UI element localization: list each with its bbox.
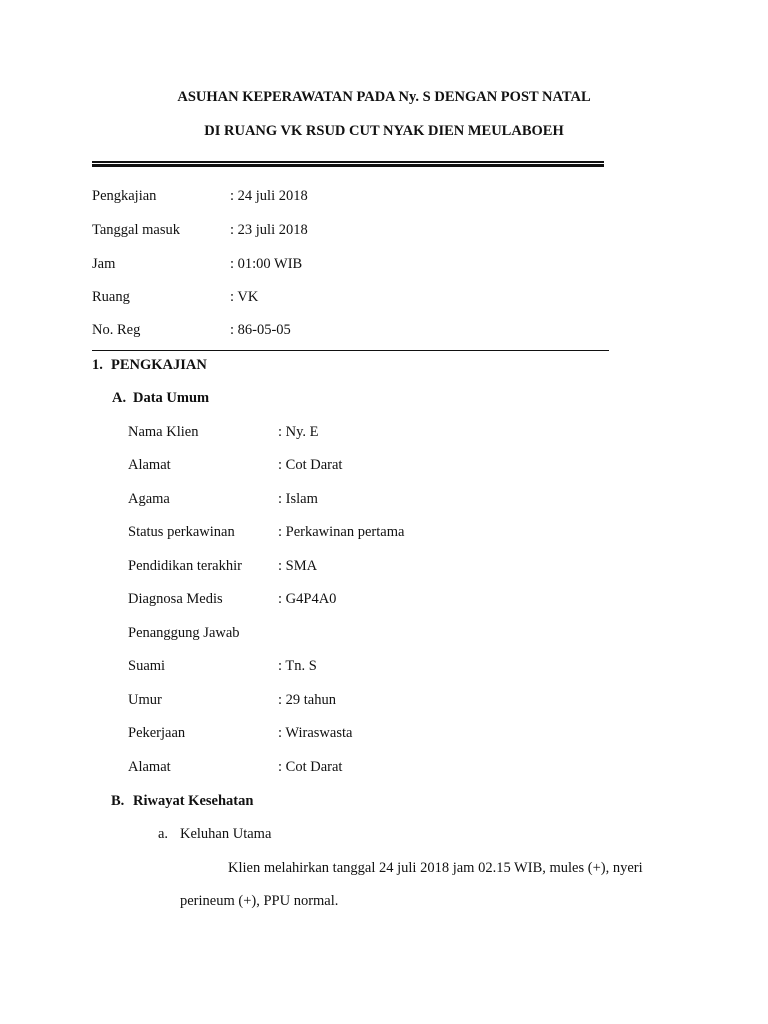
client-label-alamat: Alamat [128, 457, 171, 473]
meta-value-ruang: : VK [230, 289, 259, 305]
client-label-pendidikan: Pendidikan terakhir [128, 558, 242, 574]
keluhan-paragraph-line-2: perineum (+), PPU normal. [180, 893, 339, 909]
section-b-letter: B. [111, 793, 125, 809]
meta-label-ruang: Ruang [92, 289, 130, 305]
guardian-value-suami: : Tn. S [278, 658, 317, 674]
section-a-heading: Data Umum [133, 390, 210, 406]
guardian-label-suami: Suami [128, 658, 166, 674]
client-value-pendidikan: : SMA [278, 558, 318, 574]
client-label-agama: Agama [128, 491, 170, 507]
meta-label-pengkajian: Pengkajian [92, 188, 157, 204]
client-label-status-perkawinan: Status perkawinan [128, 524, 235, 540]
subsection-a-letter: a. [158, 826, 169, 842]
document-title-line-2: DI RUANG VK RSUD CUT NYAK DIEN MEULABOEH [204, 123, 564, 139]
section-1-heading: PENGKAJIAN [111, 357, 207, 373]
guardian-label-alamat: Alamat [128, 759, 171, 775]
guardian-heading: Penanggung Jawab [128, 625, 240, 641]
client-value-agama: : Islam [278, 491, 318, 507]
meta-label-jam: Jam [92, 256, 116, 272]
guardian-value-pekerjaan: : Wiraswasta [278, 725, 353, 741]
meta-value-no-reg: : 86-05-05 [230, 322, 291, 338]
client-value-alamat: : Cot Darat [278, 457, 343, 473]
section-1-number: 1. [92, 357, 103, 373]
meta-label-tanggal-masuk: Tanggal masuk [92, 222, 180, 238]
guardian-value-alamat: : Cot Darat [278, 759, 343, 775]
meta-value-jam: : 01:00 WIB [230, 256, 303, 272]
client-label-nama: Nama Klien [128, 424, 199, 440]
document-title-line-1: ASUHAN KEPERAWATAN PADA Ny. S DENGAN POST NATAL [177, 89, 591, 105]
guardian-value-umur: : 29 tahun [278, 692, 336, 708]
title-double-rule [92, 161, 604, 167]
keluhan-paragraph-line-1: Klien melahirkan tanggal 24 juli 2018 jam 02.15 WIB, mules (+), nyeri [228, 860, 643, 876]
meta-label-no-reg: No. Reg [92, 322, 141, 338]
section-a-letter: A. [112, 390, 127, 406]
guardian-label-pekerjaan: Pekerjaan [128, 725, 186, 741]
guardian-label-umur: Umur [128, 692, 162, 708]
meta-value-pengkajian: : 24 juli 2018 [230, 188, 308, 204]
client-value-nama: : Ny. E [278, 424, 319, 440]
meta-divider [92, 350, 609, 351]
meta-value-tanggal-masuk: : 23 juli 2018 [230, 222, 308, 238]
subsection-a-heading: Keluhan Utama [180, 826, 272, 842]
client-value-diagnosa: : G4P4A0 [278, 591, 337, 607]
section-b-heading: Riwayat Kesehatan [133, 793, 254, 809]
client-value-status-perkawinan: : Perkawinan pertama [278, 524, 405, 540]
client-label-diagnosa: Diagnosa Medis [128, 591, 223, 607]
